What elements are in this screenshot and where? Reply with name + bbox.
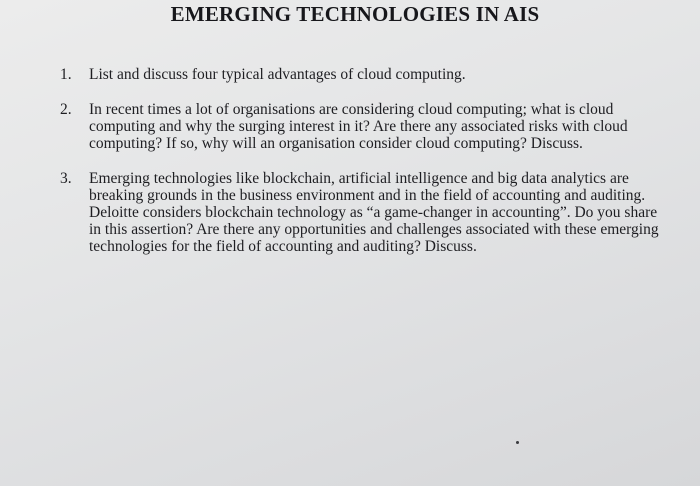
page-title: EMERGING TECHNOLOGIES IN AIS: [170, 2, 540, 26]
question-item-1: [60, 66, 672, 83]
question-item-2: [60, 101, 672, 152]
question-item-3: [60, 170, 672, 255]
question-text: Emerging technologies like blockchain, artificial intelligence and big data analytics are breaking grounds in the business environment and in the field of accounting and auditing. Deloitte considers blockchain technology as “a game-changer in accounting”. Do you share in this assertion? Are there any opportunities and challenges associated with these emerging technologies for the field of accounting and auditing? Discuss.: [89, 170, 659, 255]
question-text: List and discuss four typical advantages of cloud computing.: [89, 66, 466, 83]
question-text: In recent times a lot of organisations are considering cloud computing; what is cloud computing and why the surging interest in it? Are there any associated risks with cloud computing? If so, why will an organisation consider cloud computing? Discuss.: [89, 101, 628, 152]
question-list: [60, 66, 672, 255]
question-number: 1.: [60, 66, 72, 83]
paper-speck: [516, 441, 519, 444]
question-number: 3.: [60, 170, 72, 187]
question-number: 2.: [60, 101, 72, 118]
